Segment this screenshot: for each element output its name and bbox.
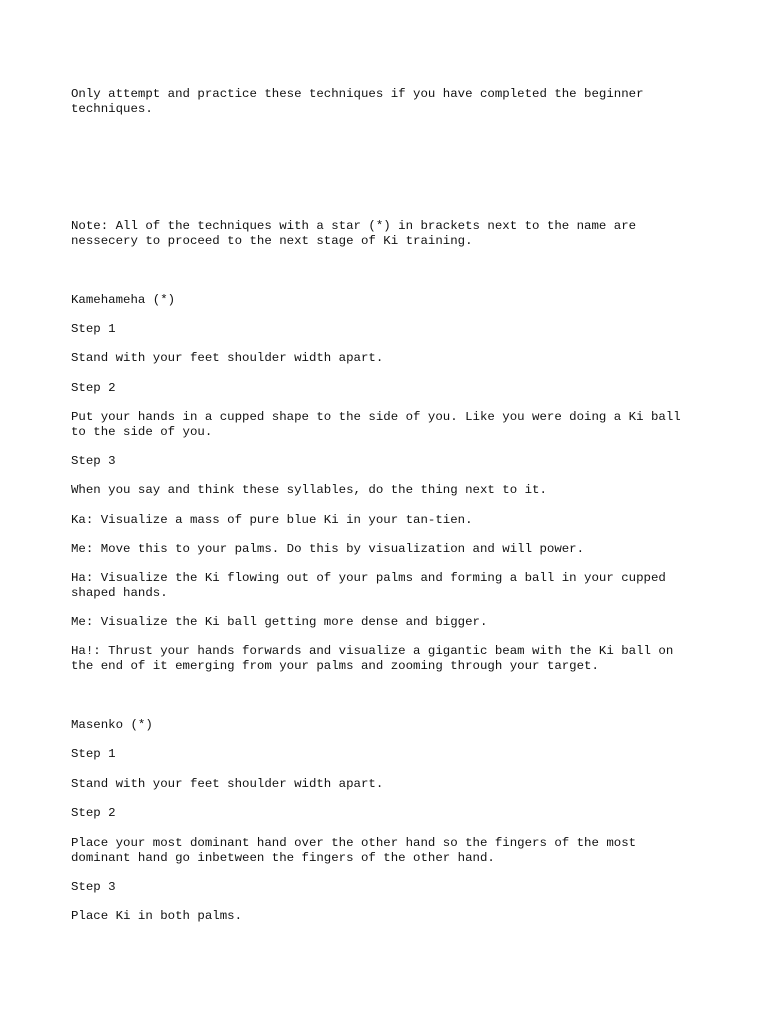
kamehameha-ha-line-2: shaped hands. [71,586,168,600]
kamehameha-ha2-line-2: the end of it emerging from your palms and zooming through your target. [71,659,599,673]
masenko-step1-text: Stand with your feet shoulder width apart. [71,777,384,791]
kamehameha-me-1: Me: Move this to your palms. Do this by visualization and will power. [71,542,585,556]
masenko-step1-label: Step 1 [71,747,116,761]
masenko-step2-line-1: Place your most dominant hand over the other hand so the fingers of the most [71,836,637,850]
kamehameha-step1-text: Stand with your feet shoulder width apart. [71,351,384,365]
note-line-1: Note: All of the techniques with a star (*) in brackets next to the name are [71,219,637,233]
kamehameha-step3-label: Step 3 [71,454,116,468]
note-line-2: nessecery to proceed to the next stage of Ki training. [71,234,473,248]
kamehameha-ha2-line-1: Ha!: Thrust your hands forwards and visualize a gigantic beam with the Ki ball on [71,644,674,658]
masenko-step3-label: Step 3 [71,880,116,894]
kamehameha-me-2: Me: Visualize the Ki ball getting more dense and bigger. [71,615,488,629]
kamehameha-ha-line-1: Ha: Visualize the Ki flowing out of your palms and forming a ball in your cupped [71,571,666,585]
kamehameha-title: Kamehameha (*) [71,293,176,307]
intro-line-2: techniques. [71,102,153,116]
kamehameha-step2-label: Step 2 [71,381,116,395]
kamehameha-step3-text: When you say and think these syllables, do the thing next to it. [71,483,547,497]
masenko-step2-line-2: dominant hand go inbetween the fingers of the other hand. [71,851,495,865]
kamehameha-step2-line-1: Put your hands in a cupped shape to the side of you. Like you were doing a Ki ball [71,410,681,424]
masenko-step2-label: Step 2 [71,806,116,820]
kamehameha-step2-line-2: to the side of you. [71,425,213,439]
kamehameha-ka: Ka: Visualize a mass of pure blue Ki in your tan-tien. [71,513,473,527]
intro-line-1: Only attempt and practice these techniques if you have completed the beginner [71,87,644,101]
kamehameha-step1-label: Step 1 [71,322,116,336]
masenko-title: Masenko (*) [71,718,153,732]
masenko-step3-text: Place Ki in both palms. [71,909,243,923]
